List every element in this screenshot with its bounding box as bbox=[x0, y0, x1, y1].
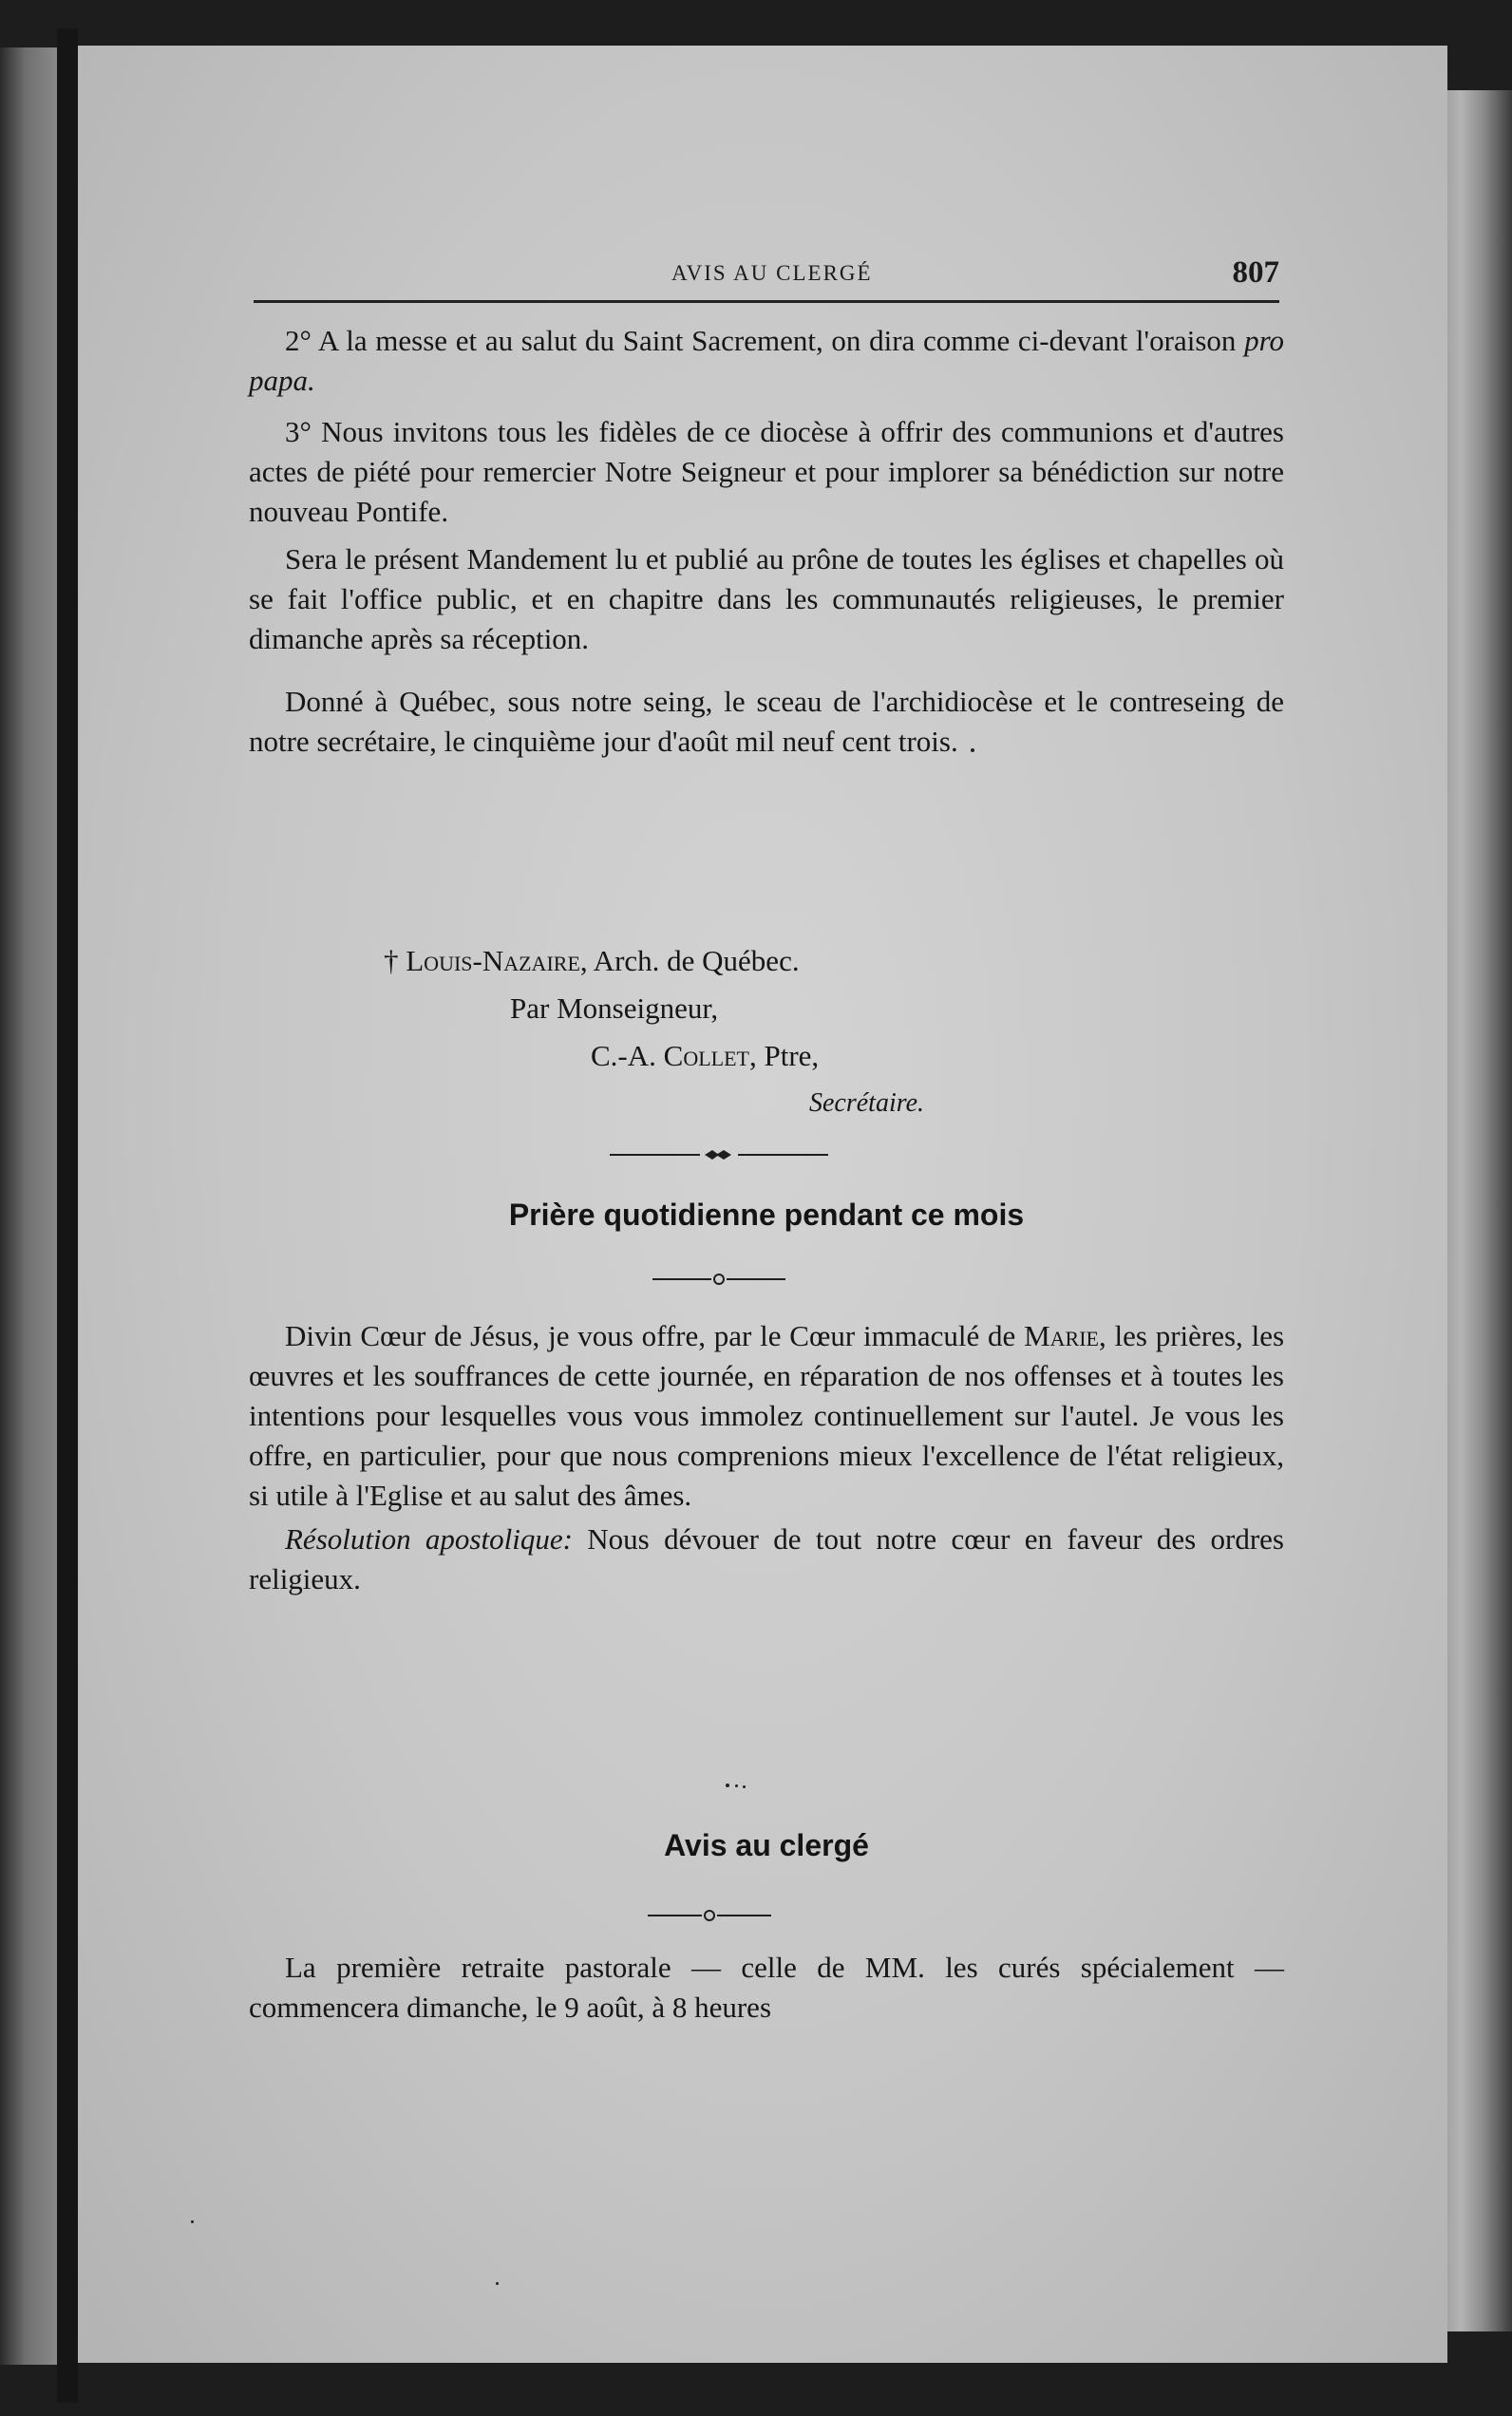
signature-secretary bbox=[591, 1036, 819, 1076]
item-3-paragraph: 3° Nous invitons tous les fidèles de ce diocèse à offrir des communions et d'autres actes de piété pour remercier Notre Seigneur et pour implorer sa bénédiction sur notre nouveau Pontife. bbox=[249, 415, 1284, 528]
avis-section bbox=[249, 1948, 1284, 2028]
secretary-name: C.-A. Collet bbox=[591, 1039, 749, 1072]
previous-page-edge bbox=[0, 47, 57, 2365]
item-2-text: 2° A la messe et au salut du Saint Sacrement, on dira comme ci-devant l'oraison bbox=[285, 324, 1237, 357]
ink-speck bbox=[971, 748, 974, 752]
given-at-paragraph: Donné à Québec, sous notre seing, le sceau de l'archidiocèse et le contreseing de notre secrétaire, le cinquième jour d'août mil neuf cent trois. bbox=[249, 685, 1284, 758]
binding-gutter bbox=[57, 28, 78, 2403]
dot-ornament bbox=[726, 1784, 729, 1787]
avis-body: La première retraite pastorale — celle de MM. les curés spécialement — commencera dimanche, le 9 août, à 8 heures bbox=[249, 1951, 1284, 2024]
priere-body-end: , les prières, les œuvres et les souffrances de cette journée, en réparation de nos offenses et à toutes les intentions pour lesquelles vous vous immolez continuellement sur l'autel. Je vous les offre, en particulier, pour que nous comprenions mieux l'excellence de l'état religieux, si utile à l'Eglise et au salut des âmes. bbox=[249, 1319, 1285, 1512]
item-2-paragraph bbox=[249, 321, 1284, 401]
header-rule bbox=[254, 300, 1279, 303]
ink-speck bbox=[496, 2282, 499, 2285]
signature-by-line: Par Monseigneur, bbox=[510, 991, 719, 1025]
resolution-label: Résolution apostolique: bbox=[285, 1522, 573, 1556]
signature-archbishop bbox=[384, 941, 800, 981]
book-page bbox=[78, 46, 1447, 2363]
small-circle-rule bbox=[652, 1273, 785, 1286]
ornamental-divider bbox=[610, 1145, 828, 1164]
resolution-text: Nous dévouer de tout notre cœur en faveur des ordres religieux. bbox=[249, 1522, 1284, 1595]
avis-heading: Avis au clergé bbox=[664, 1828, 869, 1862]
priere-section bbox=[249, 1316, 1284, 1599]
priere-heading: Prière quotidienne pendant ce mois bbox=[508, 1198, 1025, 1232]
dot-ornament bbox=[735, 1784, 738, 1787]
page-number: 807 bbox=[1232, 255, 1279, 290]
secretary-role: Secrétaire. bbox=[809, 1088, 925, 1118]
cross-glyph: † bbox=[384, 944, 399, 977]
ink-speck bbox=[191, 2220, 194, 2223]
priere-body-start: Divin Cœur de Jésus, je vous offre, par le Cœur immaculé de bbox=[285, 1319, 1016, 1352]
running-head-title: AVIS AU CLERGÉ bbox=[671, 261, 873, 285]
archbishop-name: Louis-Nazaire bbox=[406, 944, 580, 977]
running-head bbox=[254, 257, 1279, 295]
priere-body bbox=[249, 1316, 1284, 1516]
secretary-suffix: , Ptre, bbox=[748, 1039, 820, 1072]
dot-ornament bbox=[743, 1785, 746, 1788]
publication-paragraph: Sera le présent Mandement lu et publié au prône de toutes les églises et chapelles où se fait l'office public, et en chapitre dans les communautés religieuses, le premier dimanche après sa réception. bbox=[249, 542, 1284, 655]
priere-marie: Marie bbox=[1024, 1319, 1099, 1352]
small-circle-rule bbox=[648, 1909, 771, 1922]
mandement-section bbox=[249, 321, 1284, 762]
page-stack-edge bbox=[1439, 90, 1512, 2331]
archbishop-title: , Arch. de Québec. bbox=[579, 944, 800, 977]
resolution-paragraph bbox=[249, 1519, 1284, 1599]
item-2-italic: pro papa. bbox=[249, 324, 1285, 397]
